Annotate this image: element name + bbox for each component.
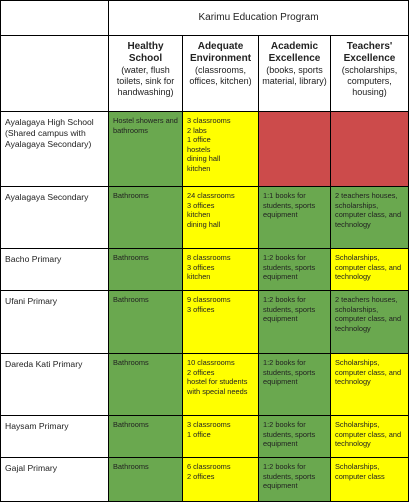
status-cell <box>331 291 409 354</box>
cell-text-line: Dareda Kati Primary <box>5 359 83 369</box>
cell-text-line: 1 office <box>187 135 211 145</box>
status-cell <box>183 354 259 416</box>
status-cell <box>183 291 259 354</box>
cell-text-line: hostel for students with special needs <box>187 377 248 396</box>
cell-text-line: 1:1 books for students, sports equipment <box>263 191 316 220</box>
status-cell <box>331 112 409 187</box>
status-cell <box>331 187 409 249</box>
school-name-cell <box>0 354 109 416</box>
cell-text-line: Ufani Primary <box>5 296 58 306</box>
cell-text-line: (Shared campus with Ayalagaya Secondary) <box>5 128 92 149</box>
status-cell <box>109 458 183 502</box>
column-header-subtitle: (books, sports material, library) <box>262 65 327 86</box>
column-header-subtitle: (scholarships, computers, housing) <box>341 65 398 97</box>
cell-text-line: 1:2 books for students, sports equipment <box>263 295 316 324</box>
cell-text-line: 3 offices <box>187 200 215 210</box>
cell-text-line: Scholarships, computer class <box>335 462 385 481</box>
cell-text-line: Scholarships, computer class, and technology <box>335 253 402 282</box>
status-cell <box>183 112 259 187</box>
column-header-title: Academic Excellence <box>268 41 321 64</box>
cell-text-line: 2 teachers houses, scholarships, computer class, and technology <box>335 191 402 229</box>
school-name-cell <box>0 249 109 291</box>
column-header-title: Healthy School <box>127 41 164 64</box>
status-cell <box>259 354 331 416</box>
status-cell <box>331 249 409 291</box>
cell-text-line: 1:2 books for students, sports equipment <box>263 358 316 387</box>
cell-text-line: 24 classrooms <box>187 191 235 200</box>
cell-text-line: 3 classrooms <box>187 116 231 125</box>
cell-text-line: 2 labs <box>187 125 207 135</box>
cell-text-line: Gajal Primary <box>5 463 58 473</box>
corner-cell <box>0 0 109 36</box>
cell-text-line: kitchen <box>187 210 211 220</box>
cell-text-line: 2 offices <box>187 367 215 377</box>
cell-text-line: 3 offices <box>187 262 215 272</box>
column-header-title: Adequate Environment <box>189 41 252 64</box>
status-cell <box>331 416 409 458</box>
cell-text-line: 1:2 books for students, sports equipment <box>263 253 316 282</box>
school-name-cell <box>0 291 109 354</box>
top-border <box>0 0 409 1</box>
cell-text-line: 1:2 books for students, sports equipment <box>263 462 316 491</box>
cell-text-line: 1:2 books for students, sports equipment <box>263 420 316 449</box>
status-cell <box>109 249 183 291</box>
school-name-cell <box>0 416 109 458</box>
status-cell <box>109 291 183 354</box>
status-cell <box>259 112 331 187</box>
cell-text-line: Hostel showers and bathrooms <box>113 116 178 135</box>
cell-text-line: 9 classrooms <box>187 295 231 304</box>
status-cell <box>259 187 331 249</box>
cell-text-line: kitchen <box>187 163 211 173</box>
cell-text-line: 3 classrooms <box>187 420 231 429</box>
status-cell <box>183 458 259 502</box>
cell-text-line: Ayalagaya High School <box>5 117 94 127</box>
column-header-subtitle: (water, flush toilets, sink for handwashing) <box>116 65 175 97</box>
cell-text-line: Ayalagaya Secondary <box>5 192 89 202</box>
cell-text-line: dining hall <box>187 219 221 229</box>
school-name-cell <box>0 112 109 187</box>
table-title-text: Karimu Education Program <box>198 12 319 23</box>
column-header <box>109 36 183 112</box>
cell-text-line: Bathrooms <box>113 358 149 367</box>
status-cell <box>331 354 409 416</box>
school-name-cell <box>0 458 109 502</box>
status-cell <box>259 249 331 291</box>
cell-text-line: 8 classrooms <box>187 253 231 262</box>
cell-text-line: Bathrooms <box>113 462 149 471</box>
cell-text-line: 2 offices <box>187 471 215 481</box>
column-header-title: Teachers' Excellence <box>343 41 396 64</box>
cell-text-line: Bathrooms <box>113 295 149 304</box>
cell-text-line: 6 classrooms <box>187 462 231 471</box>
column-header <box>259 36 331 112</box>
column-header <box>183 36 259 112</box>
cell-text-line: Scholarships, computer class, and technology <box>335 358 402 387</box>
school-name-cell <box>0 187 109 249</box>
status-cell <box>183 416 259 458</box>
status-cell <box>109 187 183 249</box>
status-cell <box>183 187 259 249</box>
cell-text-line: 3 offices <box>187 304 215 314</box>
status-cell <box>331 458 409 502</box>
cell-text-line: 2 teachers houses, scholarships, computer class, and technology <box>335 295 402 333</box>
cell-text-line: Bathrooms <box>113 420 149 429</box>
cell-text-line: Bathrooms <box>113 191 149 200</box>
cell-text-line: hostels <box>187 144 211 154</box>
header-blank-cell <box>0 36 109 112</box>
status-cell <box>109 416 183 458</box>
cell-text-line: 1 office <box>187 429 211 439</box>
table-title <box>109 0 409 36</box>
status-cell <box>259 416 331 458</box>
status-cell <box>259 291 331 354</box>
column-header-subtitle: (classrooms, offices, kitchen) <box>189 65 252 86</box>
cell-text-line: Scholarships, computer class, and technology <box>335 420 402 449</box>
status-cell <box>183 249 259 291</box>
cell-text-line: Bathrooms <box>113 253 149 262</box>
status-cell <box>109 112 183 187</box>
cell-text-line: kitchen <box>187 272 211 282</box>
left-border <box>0 0 1 502</box>
status-cell <box>259 458 331 502</box>
cell-text-line: Haysam Primary <box>5 421 69 431</box>
cell-text-line: dining hall <box>187 154 221 164</box>
status-cell <box>109 354 183 416</box>
cell-text-line: Bacho Primary <box>5 254 62 264</box>
cell-text-line: 10 classrooms <box>187 358 235 367</box>
column-header <box>331 36 409 112</box>
